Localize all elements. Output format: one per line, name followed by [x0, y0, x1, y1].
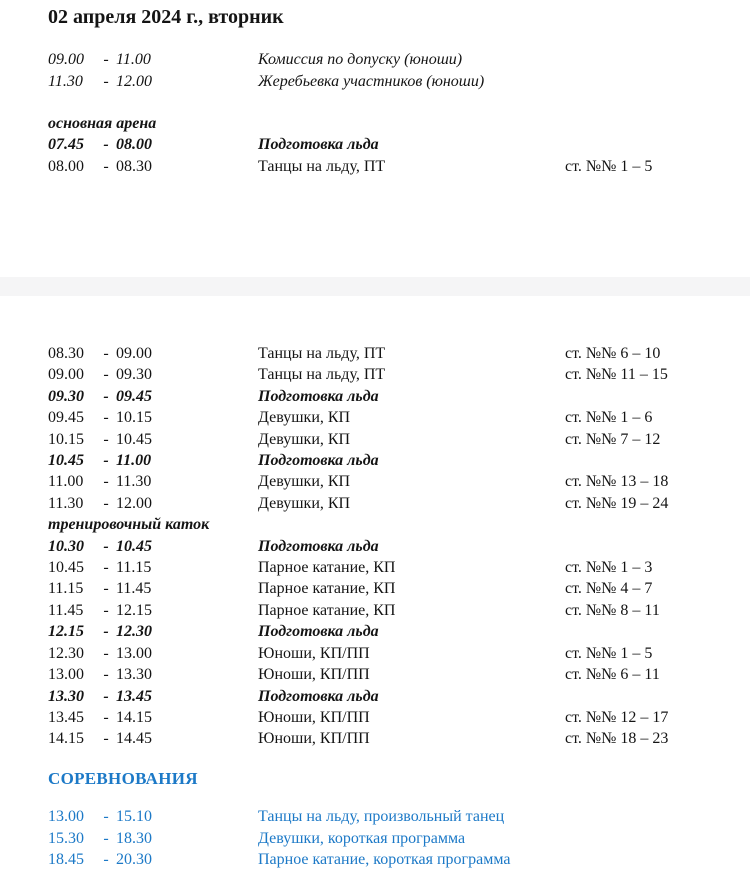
schedule-row [48, 728, 750, 749]
time-separator: - [103, 580, 109, 598]
schedule-row [48, 134, 750, 155]
time-start: 15.30 [48, 829, 84, 847]
time-start: 09.00 [48, 366, 84, 384]
time-separator: - [103, 559, 109, 577]
time-end: 13.00 [116, 644, 152, 662]
time-start: 08.30 [48, 345, 84, 362]
time-separator: - [103, 730, 109, 748]
schedule-row [48, 343, 750, 364]
time-separator: - [103, 666, 109, 684]
time-separator: - [103, 623, 109, 641]
schedule-row [48, 806, 750, 828]
time-start: 13.00 [48, 666, 84, 684]
starting-numbers: ст. №№ 13 – 18 [565, 473, 669, 491]
time-end: 12.30 [116, 623, 152, 641]
page-break-band [0, 277, 750, 296]
schedule-row [48, 386, 750, 407]
time-end: 15.10 [116, 808, 152, 825]
event-label: Комиссия по допуску (юноши) [258, 51, 463, 68]
time-start: 14.15 [48, 730, 84, 748]
time-end: 18.30 [116, 829, 152, 847]
time-separator: - [103, 409, 109, 427]
starting-numbers [565, 49, 750, 71]
time-separator: - [103, 452, 109, 470]
time-separator: - [103, 430, 109, 448]
time-end: 20.30 [116, 851, 152, 869]
event-label: Танцы на льду, ПТ [258, 345, 386, 362]
starting-numbers [565, 828, 750, 850]
starting-numbers: ст. №№ 19 – 24 [565, 494, 669, 512]
schedule-row [48, 643, 750, 664]
starting-numbers [565, 386, 750, 407]
event-label: Парное катание, КП [258, 559, 396, 577]
event-label: Подготовка льда [258, 687, 379, 705]
time-separator: - [103, 345, 109, 362]
time-end: 12.00 [116, 73, 152, 91]
time-end: 09.00 [116, 345, 152, 362]
time-end: 11.00 [116, 51, 151, 68]
schedule-row [48, 49, 750, 71]
event-label: Подготовка льда [258, 136, 379, 154]
starting-numbers [565, 686, 750, 707]
time-start: 11.15 [48, 580, 84, 598]
event-label: Юноши, КП/ПП [258, 666, 370, 684]
time-end: 11.30 [116, 473, 152, 491]
date-title: 02 апреля 2024 г., вторник [48, 6, 284, 28]
event-label: Юноши, КП/ПП [258, 708, 370, 726]
schedule-row [48, 156, 750, 177]
time-separator: - [103, 851, 109, 869]
time-start: 09.30 [48, 387, 84, 405]
starting-numbers: ст. №№ 6 – 11 [565, 666, 660, 684]
starting-numbers [565, 806, 750, 828]
starting-numbers: ст. №№ 18 – 23 [565, 730, 669, 748]
schedule-row [48, 364, 750, 385]
rink-heading-label: тренировочный каток [48, 516, 210, 534]
schedule-row [48, 471, 750, 492]
event-label: Подготовка льда [258, 387, 379, 405]
schedule-row [48, 71, 750, 93]
time-separator: - [103, 366, 109, 384]
time-end: 14.15 [116, 708, 152, 726]
starting-numbers [565, 536, 750, 557]
time-end: 09.30 [116, 366, 152, 384]
starting-numbers [565, 849, 750, 871]
time-separator: - [103, 157, 109, 175]
time-start: 13.45 [48, 708, 84, 726]
schedule-row [48, 450, 750, 471]
time-start: 11.30 [48, 73, 83, 91]
time-separator: - [103, 494, 109, 512]
starting-numbers: ст. №№ 4 – 7 [565, 580, 653, 598]
time-start: 11.00 [48, 473, 84, 491]
event-label: Юноши, КП/ПП [258, 644, 370, 662]
event-label: Подготовка льда [258, 537, 379, 555]
starting-numbers [565, 450, 750, 471]
time-separator: - [103, 829, 109, 847]
time-start: 11.45 [48, 601, 84, 619]
event-label: Подготовка льда [258, 623, 379, 641]
time-end: 08.30 [116, 157, 152, 175]
pre-event-schedule-list [48, 49, 750, 94]
starting-numbers: ст. №№ 1 – 5 [565, 644, 653, 662]
event-label: Подготовка льда [258, 452, 379, 470]
time-start: 13.00 [48, 808, 84, 825]
event-label: Жеребьевка участников (юноши) [258, 73, 485, 91]
time-end: 10.45 [116, 537, 152, 555]
event-label: Девушки, КП [258, 409, 351, 427]
time-separator: - [103, 808, 109, 825]
schedule-row [48, 429, 750, 450]
time-separator: - [103, 601, 109, 619]
event-label: Девушки, КП [258, 494, 351, 512]
event-label: Парное катание, КП [258, 601, 396, 619]
starting-numbers: ст. №№ 1 – 3 [565, 559, 653, 577]
time-end: 09.45 [116, 387, 152, 405]
starting-numbers: ст. №№ 8 – 11 [565, 601, 660, 619]
time-separator: - [103, 687, 109, 705]
event-label: Танцы на льду, ПТ [258, 157, 386, 175]
schedule-row [48, 664, 750, 685]
schedule-row [48, 578, 750, 599]
event-label: Танцы на льду, произвольный танец [258, 808, 505, 825]
starting-numbers [565, 621, 750, 642]
time-start: 10.30 [48, 537, 84, 555]
time-separator: - [103, 473, 109, 491]
time-end: 10.45 [116, 430, 152, 448]
time-separator: - [103, 537, 109, 555]
starting-numbers [565, 71, 750, 93]
time-start: 10.15 [48, 430, 84, 448]
schedule-row [48, 621, 750, 642]
starting-numbers: ст. №№ 11 – 15 [565, 366, 668, 384]
starting-numbers: ст. №№ 1 – 6 [565, 409, 653, 427]
time-separator: - [103, 708, 109, 726]
time-separator: - [103, 136, 109, 154]
time-start: 09.00 [48, 51, 84, 68]
event-label: Девушки, КП [258, 473, 351, 491]
time-end: 12.00 [116, 494, 152, 512]
starting-numbers: ст. №№ 12 – 17 [565, 708, 669, 726]
time-separator: - [103, 644, 109, 662]
schedule-row [48, 557, 750, 578]
time-end: 10.15 [116, 409, 152, 427]
time-start: 18.45 [48, 851, 84, 869]
time-separator: - [103, 73, 109, 91]
starting-numbers: ст. №№ 7 – 12 [565, 430, 661, 448]
schedule-row [48, 686, 750, 707]
schedule-row [48, 493, 750, 514]
time-end: 11.15 [116, 559, 152, 577]
rink-heading-row [48, 514, 750, 535]
time-start: 09.45 [48, 409, 84, 427]
event-label: Парное катание, короткая программа [258, 851, 511, 869]
starting-numbers [565, 134, 750, 155]
time-start: 11.30 [48, 494, 84, 512]
time-start: 10.45 [48, 559, 84, 577]
time-start: 12.15 [48, 623, 84, 641]
time-separator: - [103, 51, 109, 68]
time-start: 12.30 [48, 644, 84, 662]
schedule-row [48, 536, 750, 557]
schedule-row [48, 828, 750, 850]
time-start: 07.45 [48, 136, 84, 154]
time-end: 14.45 [116, 730, 152, 748]
event-label: Девушки, короткая программа [258, 829, 466, 847]
time-end: 08.00 [116, 136, 152, 154]
starting-numbers: ст. №№ 6 – 10 [565, 345, 661, 362]
main-arena-schedule-list [48, 113, 750, 177]
event-label: Девушки, КП [258, 430, 351, 448]
competitions-heading: СОРЕВНОВАНИЯ [48, 769, 198, 788]
time-end: 11.00 [116, 452, 152, 470]
competitions-schedule-list [48, 806, 750, 871]
event-label: Парное катание, КП [258, 580, 396, 598]
rink-heading-row [48, 113, 750, 134]
event-label: Танцы на льду, ПТ [258, 366, 386, 384]
schedule-row [48, 600, 750, 621]
starting-numbers: ст. №№ 1 – 5 [565, 157, 653, 175]
time-end: 13.45 [116, 687, 152, 705]
schedule-row [48, 849, 750, 871]
time-end: 12.15 [116, 601, 152, 619]
schedule-list-continued [48, 343, 750, 750]
time-separator: - [103, 387, 109, 405]
time-end: 11.45 [116, 580, 152, 598]
schedule-row [48, 707, 750, 728]
time-start: 10.45 [48, 452, 84, 470]
time-end: 13.30 [116, 666, 152, 684]
event-label: Юноши, КП/ПП [258, 730, 370, 748]
time-start: 08.00 [48, 157, 84, 175]
schedule-row [48, 407, 750, 428]
time-start: 13.30 [48, 687, 84, 705]
rink-heading-label: основная арена [48, 115, 157, 132]
